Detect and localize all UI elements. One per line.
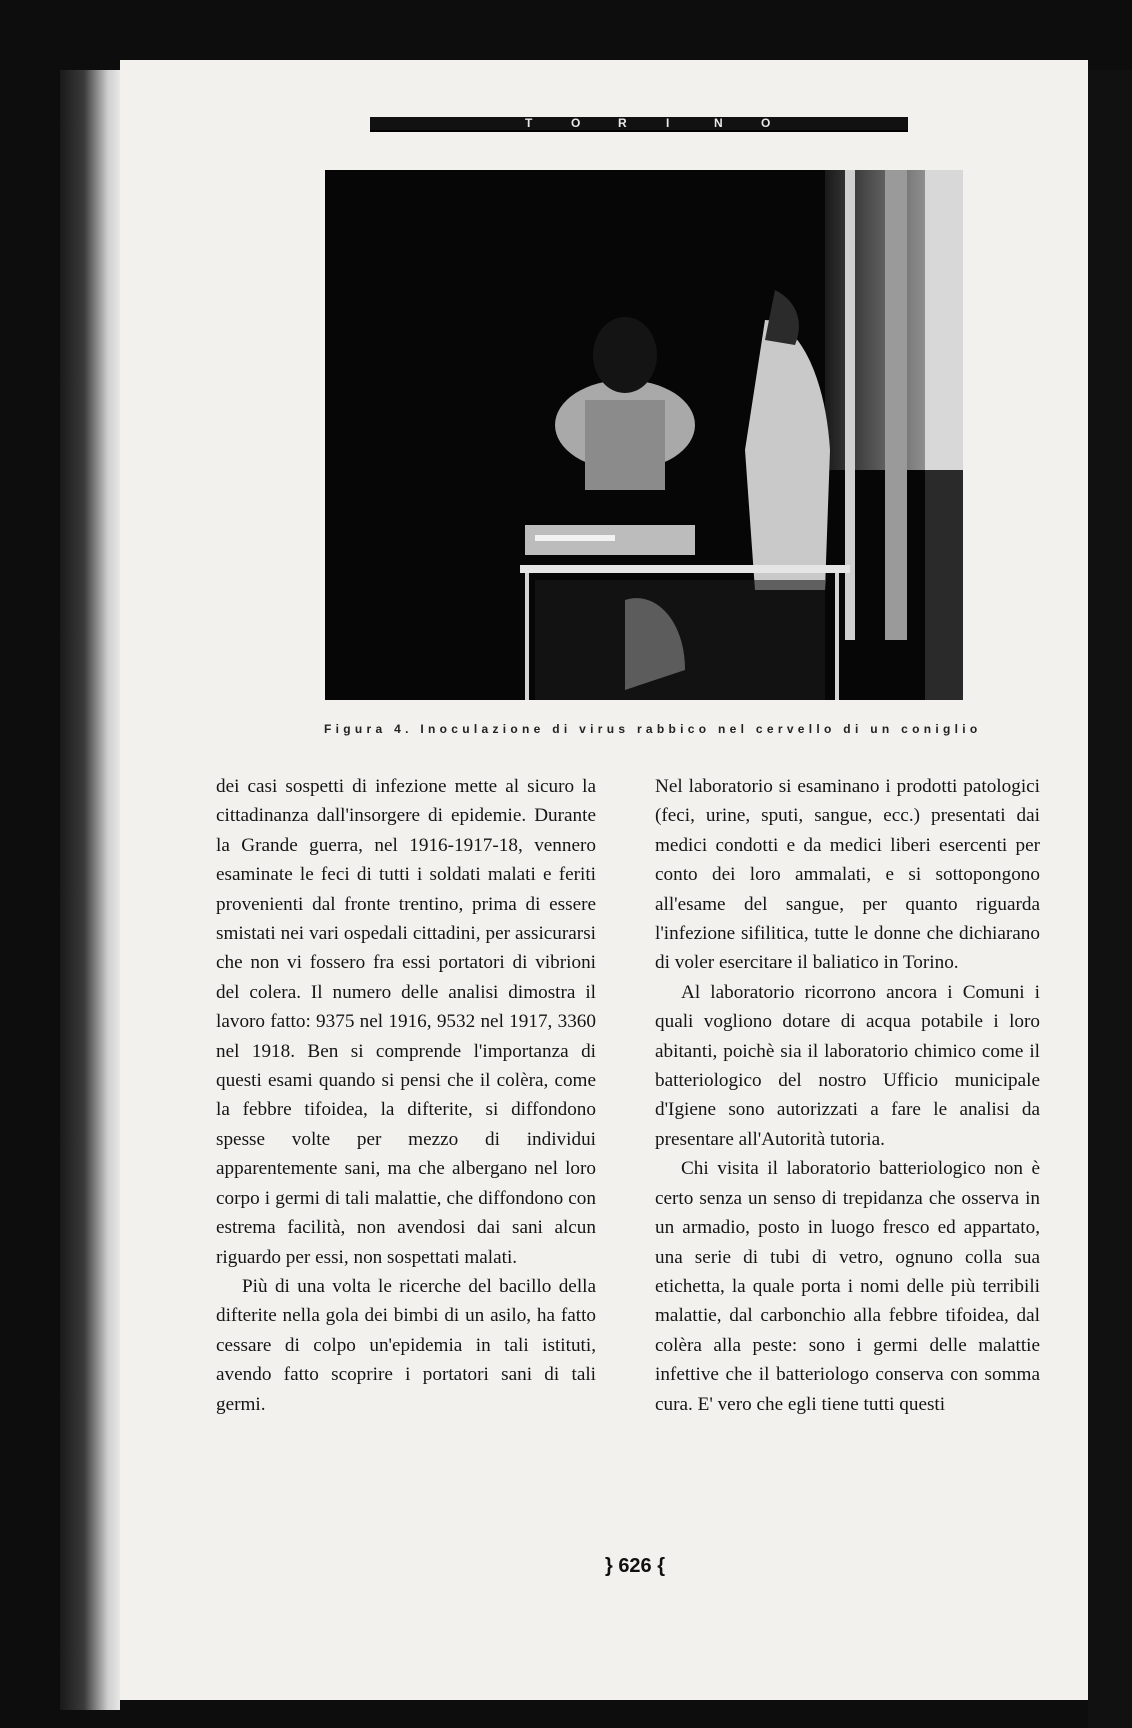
page-right-edge — [1088, 70, 1132, 1728]
page-number-value: 626 — [618, 1555, 652, 1577]
ornament-left: } — [604, 1555, 613, 1577]
right-text-column — [655, 772, 1040, 1419]
header-letter: O — [571, 116, 581, 130]
page-number — [590, 1555, 680, 1595]
header-letter: R — [618, 116, 627, 130]
figure-photograph — [325, 170, 963, 700]
header-letter: O — [761, 116, 771, 130]
paragraph: dei casi sospetti di infezione mette al sicuro la cittadinanza dall'insorgere di epidemie. Durante la Grande guerra, nel 1916-1917-18, vennero esaminate le feci di tutti i soldati malati e feriti provenienti dal fronte trentino, prima di essere smistati nei vari ospedali cittadini, per assicurarsi che non vi fossero fra essi portatori di vibrioni del colera. Il numero delle analisi dimostra il lavoro fatto: 9375 nel 1916, 9532 nel 1917, 3360 nel 1918. Ben si comprende l'importanza di questi esami quando si pensi che il colèra, come la febbre tifoidea, la difterite, si diffondono spesse volte per mezzo di individui apparentemente sani, ma che albergano nel loro corpo i germi di tali malattie, che diffondono con estrema facilità, non avendosi dai sani alcun riguardo per essi, non sospettati malati. — [216, 776, 596, 1268]
photo-illustration — [325, 170, 963, 700]
paragraph: Più di una volta le ricerche del bacillo della difterite nella gola dei bimbi di un asilo, ha fatto cessare di colpo un'epidemia in tali istituti, avendo fatto scoprire i portatori sani di tali germi. — [216, 1275, 596, 1415]
figure-caption: Figura 4. Inoculazione di virus rabbico nel cervello di un coniglio — [324, 722, 982, 736]
left-text-column — [216, 772, 596, 1419]
header-letter: I — [666, 116, 670, 130]
running-header — [370, 117, 908, 132]
paragraph: Nel laboratorio si esaminano i prodotti patologici (feci, urine, sputi, sangue, ecc.) presentati dai medici condotti e da medici liberi esercenti per conto dei loro ammalati, e si sottopongono all'esame del sangue, per quanto riguarda l'infezione sifilitica, tutte le donne che dichiarano di voler esercitare il baliatico in Torino. — [655, 776, 1040, 974]
ornament-right: { — [657, 1555, 666, 1577]
paragraph: Chi visita il laboratorio batteriologico non è certo senza un senso di trepidanza che osserva in un armadio, posto in luogo fresco ed appartato, una serie di tubi di vetro, ognuno colla sua etichetta, la quale porta i nomi delle più terribili malattie, dal carbonchio alla febbre tifoidea, dal colèra alla peste: sono i germi delle malattie infettive che il batteriologo conserva con somma cura. E' vero che egli tiene tutti questi — [655, 1158, 1040, 1415]
page-bottom-edge — [120, 1700, 1088, 1728]
binding-shadow — [60, 70, 120, 1710]
header-letter: T — [525, 116, 533, 130]
header-letter: N — [714, 116, 723, 130]
paragraph: Al laboratorio ricorrono ancora i Comuni i quali vogliono dotare di acqua potabile i loro abitanti, poichè sia il laboratorio chimico come il batteriologico del nostro Ufficio municipale d'Igiene sono autorizzati a fare le analisi da presentare all'Autorità tutoria. — [655, 981, 1040, 1150]
